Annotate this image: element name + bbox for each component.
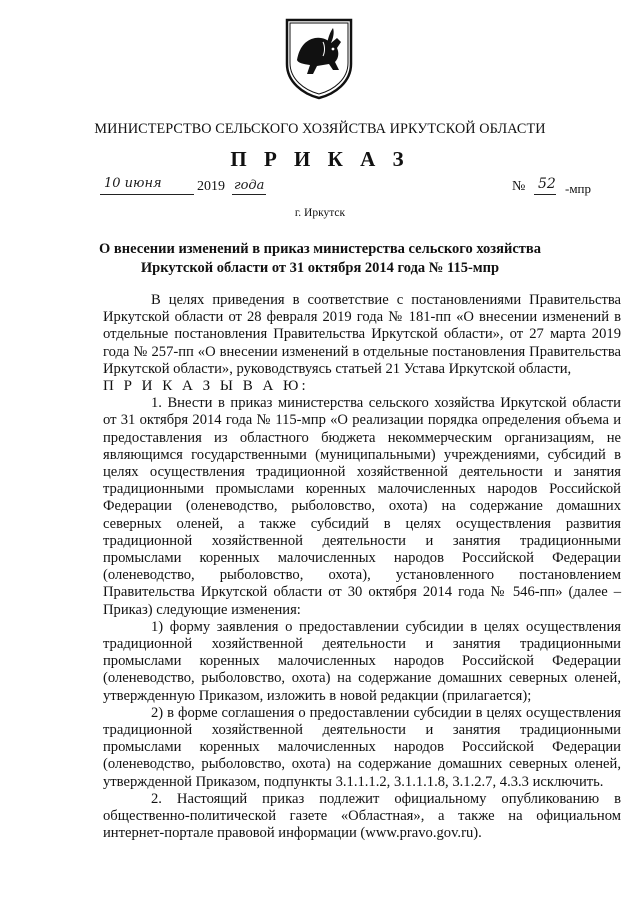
ministry-name: МИНИСТЕРСТВО СЕЛЬСКОГО ХОЗЯЙСТВА ИРКУТСКОЙ ОБЛАСТИ — [94, 121, 546, 137]
city-label: г. Иркутск — [294, 207, 346, 219]
document-body — [103, 292, 621, 843]
preamble-paragraph: В целях приведения в соответствие с постановлениями Правительства Иркутской области от 28 февраля 2019 года № 181-пп «О внесении изменений в отдельные постановления Правительства Иркутской области», от 27 марта 2019 года № 257-пп «О внесении изменений в отдельные постановления Правительства Иркутской области», руководствуясь статьей 21 Устава Иркутской области, — [103, 292, 621, 377]
handwritten-year-suffix: года — [234, 178, 265, 193]
coat-of-arms-emblem — [283, 16, 355, 100]
date-underline — [100, 194, 194, 195]
document-type-title: П Р И К А З — [230, 147, 410, 171]
orders-heading: П Р И К А З Ы В А Ю: — [103, 378, 309, 395]
document-subject: О внесении изменений в приказ министерства сельского хозяйства Иркутской области от 31 октября 2014 года № 115-мпр — [99, 241, 541, 276]
subitem-1-paragraph: 1) форму заявления о предоставлении субсидии в целях осуществления традиционной хозяйственной деятельности и занятия традиционными промыслами коренных малочисленных народов Российской Федерации (оленеводство, рыболовство, охота) на содержание домашних северных оленей, утвержденную Приказом, изложить в новой редакции (прилагается); — [103, 618, 621, 704]
year-text: 2019 — [197, 179, 225, 194]
number-suffix: -мпр — [565, 181, 592, 196]
number-underline — [534, 194, 556, 195]
handwritten-date: 10 июня — [104, 176, 162, 191]
handwritten-number: 52 — [538, 176, 556, 192]
item-1-paragraph: 1. Внести в приказ министерства сельского хозяйства Иркутской области от 31 октября 2014 года № 115-мпр «О реализации порядка определения объема и предоставления из областного бюджета некоммерческим организациям, не являющимся государственными (муниципальными) учреждениями, субсидий в целях осуществления традиционной хозяйственной деятельности и занятия традиционными промыслами коренных малочисленных народов Российской Федерации (оленеводство, рыболовство, охота) на содержание домашних северных оленей, а также субсидий в целях осуществления развития традиционной хозяйственной деятельности и занятия традиционными промыслами коренных малочисленных народов Российской Федерации (оленеводство, рыболовство, охота), установленного постановлением Правительства Иркутской области от 30 октября 2014 года № 546-пп» (далее – Приказ) следующие изменения: — [103, 395, 621, 618]
number-sign: № — [512, 179, 526, 194]
item-2-paragraph: 2. Настоящий приказ подлежит официальному опубликованию в общественно-политической газете «Областная», а также на официальном интернет-портале правовой информации (www.pravo.gov.ru). — [103, 790, 621, 842]
year-underline — [232, 194, 266, 195]
subitem-2-paragraph: 2) в форме соглашения о предоставлении субсидии в целях осуществления традиционной хозяйственной деятельности и занятия традиционными промыслами коренных малочисленных народов Российской Федерации (оленеводство, рыболовство, охота) на содержание домашних северных оленей, утвержденной Приказом, подпункты 3.1.1.1.2, 3.1.1.1.8, 3.1.2.7, 4.3.3 исключить. — [103, 704, 621, 790]
